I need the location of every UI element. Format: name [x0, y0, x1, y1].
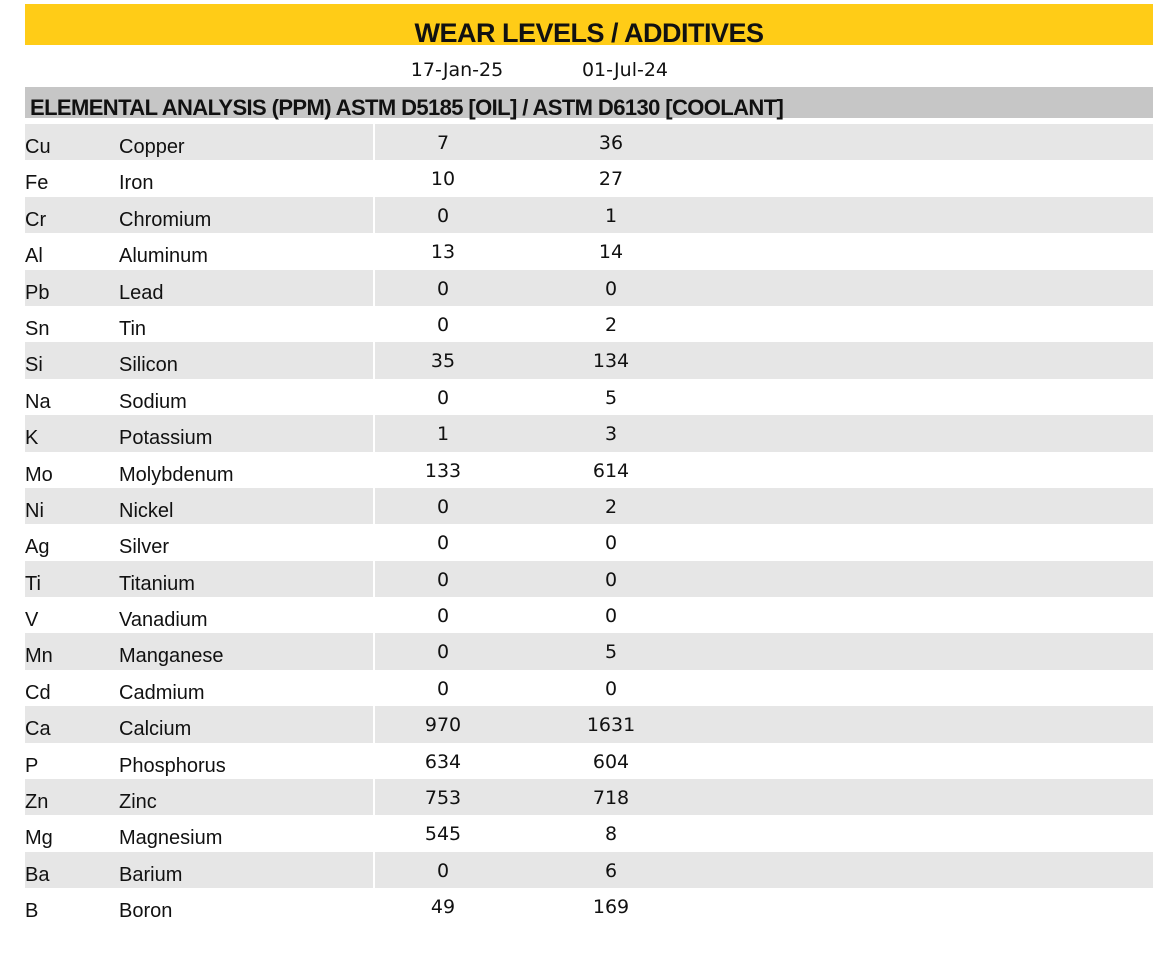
element-symbol: Ba	[25, 863, 50, 886]
value-date-1: 753	[424, 787, 462, 810]
value-date-1: 35	[430, 350, 456, 373]
element-symbol: Ag	[25, 536, 50, 559]
table-row	[25, 670, 1153, 706]
table-row	[25, 779, 1153, 815]
value-date-2: 6	[604, 859, 618, 882]
element-name: Potassium	[119, 427, 213, 450]
value-date-1: 1	[436, 423, 450, 446]
element-symbol: Si	[25, 354, 43, 377]
table-row	[25, 633, 1153, 669]
value-date-1: 0	[436, 568, 450, 591]
value-date-2: 0	[604, 677, 618, 700]
element-name: Copper	[119, 136, 185, 158]
element-name: Titanium	[119, 572, 195, 595]
value-date-2: 8	[604, 823, 618, 846]
table-row	[25, 706, 1153, 742]
table-row	[25, 452, 1153, 488]
value-date-2: 169	[592, 896, 630, 919]
element-symbol: K	[25, 427, 39, 450]
element-name: Silicon	[119, 354, 178, 377]
table-row	[25, 379, 1153, 415]
value-date-1: 49	[430, 896, 456, 919]
element-symbol: Mo	[25, 463, 53, 486]
value-date-1: 0	[436, 532, 450, 555]
table-row	[25, 342, 1153, 378]
element-symbol: Cd	[25, 681, 51, 704]
element-symbol: Ca	[25, 718, 51, 741]
value-date-2: 604	[592, 750, 630, 773]
element-symbol: Ni	[25, 499, 44, 522]
element-symbol: V	[25, 609, 39, 632]
element-name: Silver	[119, 536, 170, 559]
value-date-1: 0	[436, 605, 450, 628]
table-row	[25, 815, 1153, 851]
element-symbol: Fe	[25, 172, 49, 195]
table-row	[25, 197, 1153, 233]
value-date-2: 14	[598, 241, 624, 264]
value-date-1: 545	[424, 823, 462, 846]
element-name: Calcium	[119, 718, 192, 741]
value-date-1: 634	[424, 750, 462, 773]
value-date-1: 0	[436, 859, 450, 882]
element-name: Magnesium	[119, 827, 223, 850]
value-date-2: 718	[592, 787, 630, 810]
table-row	[25, 597, 1153, 633]
value-date-2: 5	[604, 386, 618, 409]
element-name: Zinc	[119, 791, 157, 814]
table-row	[25, 888, 1153, 924]
element-name: Tin	[119, 317, 147, 340]
elemental-analysis-table	[25, 124, 1153, 925]
value-date-1: 13	[430, 241, 456, 264]
value-date-1: 0	[436, 386, 450, 409]
value-date-2: 0	[604, 532, 618, 555]
table-row	[25, 270, 1153, 306]
value-date-1: 0	[436, 495, 450, 518]
value-date-2: 5	[604, 641, 618, 664]
table-row	[25, 561, 1153, 597]
table-row	[25, 124, 1153, 160]
value-date-1: 0	[436, 277, 450, 300]
value-date-1: 0	[436, 204, 450, 227]
element-symbol: Zn	[25, 791, 49, 814]
element-name: Cadmium	[119, 681, 205, 704]
element-name: Chromium	[119, 208, 212, 231]
element-name: Iron	[119, 172, 154, 195]
table-row	[25, 524, 1153, 560]
sample-date-2: 01-Jul-24	[581, 59, 669, 81]
value-date-2: 2	[604, 495, 618, 518]
element-symbol: Mg	[25, 827, 53, 850]
element-name: Sodium	[119, 390, 187, 413]
value-date-2: 36	[598, 132, 624, 154]
element-name: Vanadium	[119, 609, 208, 632]
value-date-1: 133	[424, 459, 462, 482]
element-name: Barium	[119, 863, 183, 886]
element-name: Manganese	[119, 645, 224, 668]
value-date-2: 614	[592, 459, 630, 482]
value-date-2: 3	[604, 423, 618, 446]
table-row	[25, 233, 1153, 269]
value-date-2: 0	[604, 605, 618, 628]
report-title: WEAR LEVELS / ADDITIVES	[414, 18, 764, 48]
element-symbol: Cr	[25, 208, 47, 231]
element-name: Nickel	[119, 499, 174, 522]
value-date-2: 0	[604, 568, 618, 591]
table-row	[25, 743, 1153, 779]
value-date-1: 0	[436, 641, 450, 664]
value-date-2: 1631	[586, 714, 636, 737]
section-title: ELEMENTAL ANALYSIS (PPM) ASTM D5185 [OIL] / ASTM D6130 [COOLANT]	[30, 95, 784, 120]
value-date-2: 134	[592, 350, 630, 373]
element-symbol: Cu	[25, 136, 51, 158]
value-date-2: 27	[598, 168, 624, 191]
element-symbol: Sn	[25, 317, 50, 340]
element-name: Molybdenum	[119, 463, 234, 486]
table-row	[25, 160, 1153, 196]
value-date-2: 0	[604, 277, 618, 300]
sample-date-1: 17-Jan-25	[410, 59, 504, 81]
value-date-1: 10	[430, 168, 456, 191]
element-symbol: Pb	[25, 281, 50, 304]
table-row	[25, 488, 1153, 524]
report-title-banner	[25, 4, 1153, 48]
value-date-1: 7	[436, 132, 450, 154]
table-row	[25, 852, 1153, 888]
element-name: Lead	[119, 281, 164, 304]
value-date-2: 2	[604, 313, 618, 336]
element-symbol: B	[25, 900, 39, 923]
element-symbol: Mn	[25, 645, 53, 668]
element-name: Boron	[119, 900, 173, 923]
value-date-1: 0	[436, 313, 450, 336]
element-symbol: Na	[25, 390, 51, 413]
table-row	[25, 306, 1153, 342]
value-date-1: 0	[436, 677, 450, 700]
element-name: Phosphorus	[119, 754, 226, 777]
value-date-2: 1	[604, 204, 618, 227]
element-name: Aluminum	[119, 245, 208, 268]
element-symbol: Ti	[25, 572, 41, 595]
element-symbol: Al	[25, 245, 43, 268]
element-symbol: P	[25, 754, 39, 777]
table-row	[25, 415, 1153, 451]
section-header	[25, 87, 1153, 118]
value-date-1: 970	[424, 714, 462, 737]
